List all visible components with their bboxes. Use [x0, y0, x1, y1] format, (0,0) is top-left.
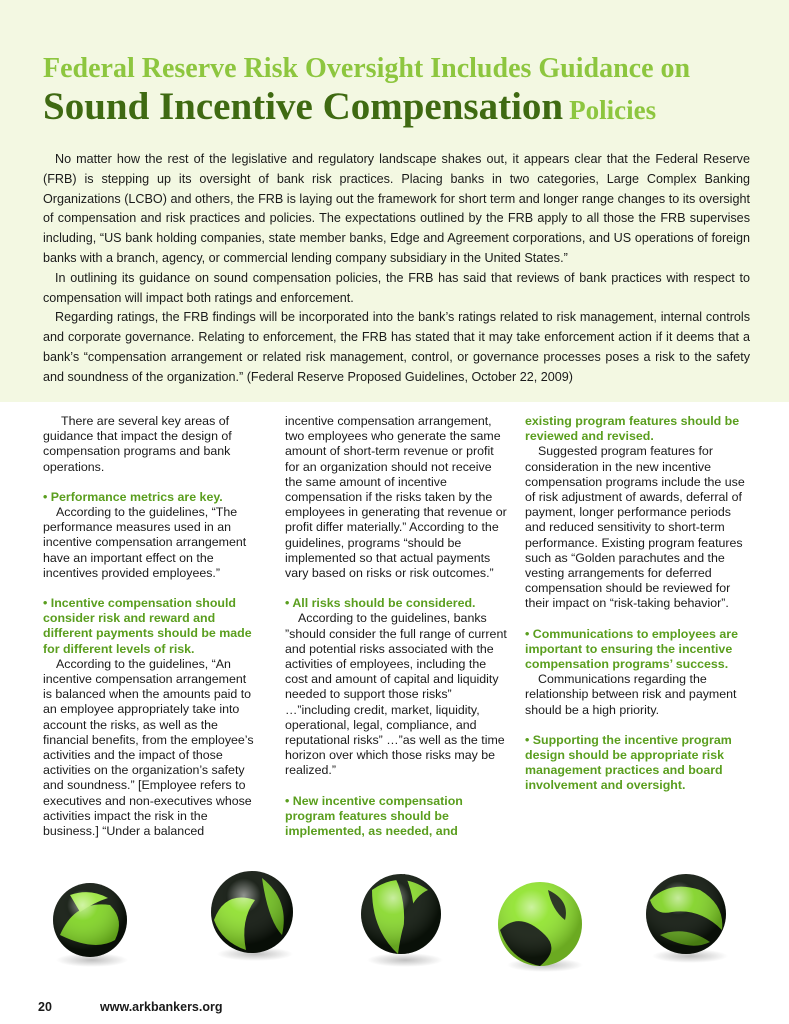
body-paragraph: incentive compensation arrangement, two employees who generate the same amount of short-term revenue or profit for an organization should not receive the same amount of incentive compensation if the risks taken by the employees in generating that revenue or profit differ materially.” According to the guidelines, programs “should be implemented so that actual payments vary based on risks or risk outcomes.”: [285, 414, 507, 581]
bullet-heading: • Incentive compensation should consider risk and reward and different payments should be made for different levels of risk.: [43, 596, 252, 656]
body-paragraph: There are several key areas of guidance that impact the design of compensation programs and bank operations.: [43, 414, 232, 474]
body-paragraph: According to the guidelines, “The performance measures used in an incentive compensation arrangement have an important effect on the incentives provided employees.”: [43, 505, 247, 580]
marble-2: [211, 871, 293, 961]
headline-trailing-word: Policies: [569, 95, 657, 125]
intro-paragraph: No matter how the rest of the legislative and regulatory landscape shakes out, it appears clear that the Federal Reserve (FRB) is stepping up its oversight of bank risk practices. Placing banks in two categories, Large Complex Banking Organizations (LCBO) and others, the FRB is laying out the framework for short term and longer range changes to its oversight of compensation and risk practices and policies. The expectations outlined by the FRB apply to all those the FRB supervises including, “US bank holding companies, state member banks, Edge and Agreement corporations, and US operations of foreign banks with a branch, agency, or commercial lending company subsidiary in the United States.”: [43, 152, 750, 265]
green-marbles-image: [0, 860, 789, 975]
marble-4: [498, 882, 583, 972]
article-column-3: [525, 414, 755, 794]
bullet-heading-continued: existing program features should be reviewed and revised.: [525, 414, 740, 444]
body-paragraph: According to the guidelines, “An incentive compensation arrangement is balanced when the amounts paid to an employee appropriately take into account the risks, as well as the financial benefits, from the employee’s activities and the impact of those activities on the organization’s safety and soundness.” [Employee refers to executives and non-executives whose activities impact the risk in the business.] “Under a balanced: [43, 656, 254, 839]
bullet-heading: • New incentive compensation program features should be implemented, as needed, and: [285, 793, 463, 839]
intro-paragraph: Regarding ratings, the FRB findings will be incorporated into the bank’s ratings related to risk management, internal controls and corporate governance. Relating to enforcement, the FRB has stated that it may take enforcement action if it deems that a bank’s “compensation arrangement or related risk management, control, or governance processes poses a risk to the safety and soundness of the organization.” (Federal Reserve Proposed Guidelines, October 22, 2009): [43, 310, 750, 384]
body-paragraph: According to the guidelines, banks ”should consider the full range of current and potential risks associated with the activities of employees, including the cost and amount of capital and liquidity needed to support those risks” …”including credit, market, liquidity, operational, legal, compliance, and reputational risks” …”as well as the time horizon over which those risks may be realized.”: [285, 611, 507, 778]
headline-line2: [43, 83, 773, 131]
footer-url: www.arkbankers.org: [100, 1000, 223, 1014]
marble-3: [361, 874, 443, 967]
body-paragraph: Communications regarding the relationship between risk and payment should be a high priority.: [525, 672, 737, 717]
page-number: 20: [38, 1000, 52, 1014]
headline-main-title: Sound Incentive Compensation: [43, 85, 564, 128]
marble-1: [53, 883, 128, 967]
intro-paragraph: In outlining its guidance on sound compensation policies, the FRB has said that reviews of bank practices with respect to compensation will impact both ratings and enforcement.: [43, 270, 750, 305]
bullet-heading: • Performance metrics are key.: [43, 489, 223, 504]
article-column-1: [43, 414, 258, 839]
article-column-2: [285, 414, 507, 839]
headline-line1: Federal Reserve Risk Oversight Includes Guidance on: [43, 53, 691, 84]
bullet-heading: • Supporting the incentive program design should be appropriate risk management practices and board involvement and oversight.: [525, 732, 732, 793]
bullet-heading: • All risks should be considered.: [285, 596, 476, 611]
intro-text: [43, 150, 750, 388]
marble-5: [646, 874, 728, 963]
body-paragraph: Suggested program features for consideration in the new incentive compensation programs include the use of risk adjustment of awards, deferral of payment, longer performance periods and reduced sensitivity to short-term performance. Existing program features such as “Golden parachutes and the vesting arrangements for deferred compensation should be reviewed for their impact on “risk-taking behavior”.: [525, 444, 745, 611]
bullet-heading: • Communications to employees are important to ensuring the incentive compensation programs’ success.: [525, 626, 738, 672]
